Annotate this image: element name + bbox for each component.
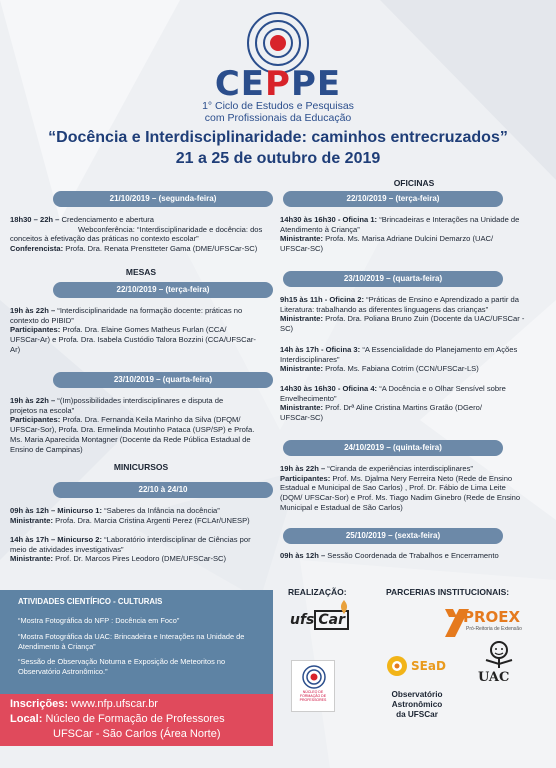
nfp-circle-icon [302, 665, 326, 689]
day-pill-23-right: 23/10/2019 – (quarta-feira) [283, 271, 503, 287]
event-title: “Docência e Interdisciplinaridade: caminhos entrecruzados” [48, 129, 508, 146]
activity-item: “Sessão de Observação Noturna e Exposição de Meteoritos no Observatório Astronômico.” [18, 657, 226, 676]
activity-item: “Mostra Fotográfica do NFP : Docência em Foco” [18, 616, 180, 625]
flame-icon [338, 600, 350, 614]
oficinas-heading: OFICINAS [393, 178, 435, 188]
minicurso2-block: 14h às 17h – Minicurso 2: “Laboratório interdisciplinar de Ciências por meio de atividades investigativas” Ministrante: Prof. Dr. Marcos Pires Leodoro (DME/UFSCar-SC) [10, 535, 251, 564]
location-line: Local: Núcleo de Formação de Professores [10, 713, 225, 725]
mesa1-block: 19h às 22h – “Interdisciplinaridade na formação docente: práticas no contexto do PIBID” Participantes: Profa. Dra. Elaine Gomes Matheus Furlan (CCA/ UFSCar-Ar) e Profa. Dra. Isabela Custódio Talora Bozzini (CCA/UFSCar- Ar) [10, 306, 256, 354]
realizacao-label: REALIZAÇÃO: [288, 587, 347, 597]
oficina3-block: 14h às 17h - Oficina 3: “A Essencialidade do Planejamento em Ações Interdisciplinares” Ministrante: Profa. Ms. Fabiana Cotrim (CCN/UFSCar-LS) [280, 345, 518, 374]
ufscar-logo: ufs Car [290, 612, 349, 628]
mesas-heading: MESAS [125, 267, 157, 277]
proex-logo: PROEX [463, 608, 521, 626]
ciranda-block: 19h às 22h – “Ciranda de experiências interdisciplinares” Participantes: Prof. Ms. Djalma Nery Ferreira Neto (Rede de Ensino Estadual e Municipal de Sao Carlos) , Prof. Dr. Fábio de Lima Leite (DQM/ UFSCar-Sor) e Prof. Ms. Tiago Nadim Ginebro (Rede de Ensino Municipal e Estadual de São Carlos) [280, 464, 521, 512]
activities-title: ATIVIDADES CIENTÍFICO - CULTURAIS [18, 597, 163, 606]
closing-block: 09h às 12h – Sessão Coordenada de Trabalhos e Encerramento [280, 551, 499, 560]
uac-logo: UAC [478, 670, 510, 685]
nfp-logo [291, 660, 335, 712]
event-dates: 21 a 25 de outubro de 2019 [175, 150, 381, 167]
logo-text: CEPPE [214, 64, 342, 104]
observatorio-label: Observatório Astronômico da UFSCar [391, 690, 443, 719]
minicursos-heading: MINICURSOS [113, 462, 169, 472]
registration-link[interactable]: www.nfp.ufscar.br [71, 698, 158, 710]
oficina1-block: 14h30 às 16h30 - Oficina 1: “Brincadeiras e Interações na Unidade de Atendimento à Criança” Ministrante: Profa. Ms. Marisa Adriane Dulcini Demarzo (UAC/ UFSCar-SC) [280, 215, 520, 254]
day-pill-24: 24/10/2019 – (quinta-feira) [283, 440, 503, 456]
oficina2-block: 9h15 às 11h - Oficina 2: “Práticas de Ensino e Aprendizado a partir da Literatura: trabalhando as diferentes linguagens das crianças” Ministrante: Profa. Dra. Poliana Bruno Zuin (Docente da UAC/UFSCar - SC) [280, 295, 525, 334]
nfp-label: NÚCLEO DE FORMAÇÃO DE PROFESSORES [299, 690, 327, 702]
day-pill-22-right: 22/10/2019 – (terça-feira) [283, 191, 503, 207]
mesa2-block: 19h às 22h – “(Im)possibilidades interdisciplinares e disputa de projetos na escola” Participantes: Profa. Dra. Fernanda Keila Marinho da Silva (DFQM/ UFSCar-Sor), Profa. Dra. Ermelinda Moutinho Pataca (USP/SP) e Profa. Ms. Maria Aparecida Montagner (Docente da Rede Pública Estadual de Ensino de Campinas) [10, 396, 255, 454]
minicursos-dates-pill: 22/10 à 24/10 [53, 482, 273, 498]
proex-subtitle: Pró-Reitoria de Extensão [466, 626, 522, 632]
day-pill-23-left: 23/10/2019 – (quarta-feira) [53, 372, 273, 388]
opening-block: 18h30 – 22h – Credenciamento e abertura Webconferência: “Interdisciplinaridade e docência: dos conceitos à efetivação das práticas no contexto escolar” Conferencista: Profa. Dra. Renata Prenstteter Gama (DME/UFSCar-SC) [10, 215, 263, 254]
registration-line: Inscrições: www.nfp.ufscar.br [10, 698, 158, 710]
oficina4-block: 14h30 às 16h30 - Oficina 4: “A Docência e o Olhar Sensível sobre Envelhecimento” Ministrante: Prof. Drª Aline Cristina Martins Gratão (DGero/ UFSCar-SC) [280, 384, 506, 423]
day-pill-22-left: 22/10/2019 – (terça-feira) [53, 282, 273, 298]
cycle-subtitle: 1° Ciclo de Estudos e Pesquisas com Profissionais da Educação [202, 100, 354, 124]
location-line-2: UFSCar - São Carlos (Área Norte) [53, 728, 221, 740]
parcerias-label: PARCERIAS INSTITUCIONAIS: [386, 587, 510, 597]
sead-logo: SEaD [411, 659, 446, 673]
day-pill-21: 21/10/2019 – (segunda-feira) [53, 191, 273, 207]
day-pill-25: 25/10/2019 – (sexta-feira) [283, 528, 503, 544]
activity-item: “Mostra Fotográfica da UAC: Brincadeira e Interações na Unidade de Atendimento à Criança” [18, 632, 245, 651]
minicurso1-block: 09h às 12h – Minicurso 1: “Saberes da Infância na docência” Ministrante: Profa. Dra. Marcia Cristina Argenti Perez (FCLAr/UNESP) [10, 506, 250, 525]
